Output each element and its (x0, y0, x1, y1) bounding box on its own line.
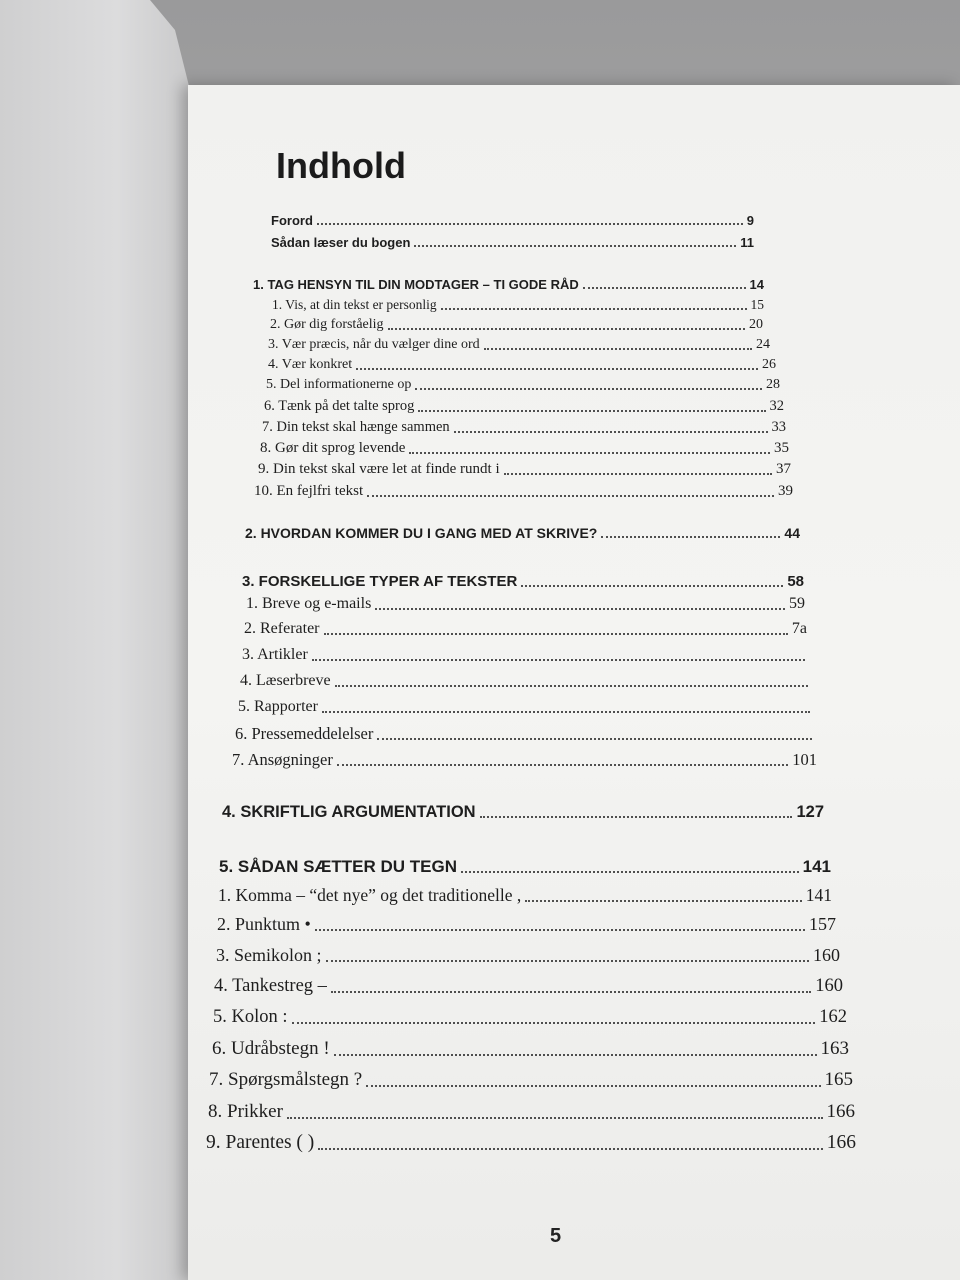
facing-page (0, 0, 195, 1280)
toc-entry-label: 3. Artikler (242, 646, 308, 663)
toc-entry (212, 1038, 849, 1060)
dot-leader (414, 238, 736, 248)
dot-leader (356, 360, 758, 370)
toc-entry-page: 101 (792, 750, 817, 769)
dot-leader (312, 649, 805, 661)
toc-entry-label: 4. Vær konkret (268, 357, 353, 372)
toc-entry-label: 7. Din tekst skal hænge sammen (262, 419, 450, 435)
toc-entry-label: 3. Vær præcis, når du vælger dine ord (268, 337, 480, 352)
toc-entry-page: 33 (771, 419, 786, 435)
toc-entry (272, 297, 764, 313)
toc-heading-entry (253, 277, 764, 292)
toc-entry-page: 157 (809, 914, 836, 934)
toc-entry-page: 20 (749, 317, 763, 332)
toc-heading-entry (219, 857, 831, 877)
toc-entry-label: 6. Pressemeddelelser (235, 724, 374, 743)
dot-leader (583, 280, 746, 290)
toc-entry-page: 15 (750, 297, 764, 312)
toc-entry-page: 59 (789, 595, 805, 612)
dot-leader (367, 486, 774, 497)
toc-entry-label: Forord (271, 213, 313, 228)
toc-entry-page: 166 (826, 1132, 856, 1153)
toc-heading-entry (245, 525, 800, 541)
toc-entry (213, 1007, 847, 1028)
toc-entry-label: 9. Parentes ( ) (206, 1132, 315, 1153)
toc-entry-page: 26 (762, 357, 776, 372)
toc-entry-label: 9. Din tekst skal være let at finde rundt i (258, 461, 500, 477)
dot-leader (525, 889, 802, 902)
dot-leader (318, 1136, 822, 1150)
dot-leader (454, 422, 768, 433)
toc-entry (206, 1132, 856, 1154)
toc-entry-label: 7. Spørgsmålstegn ? (209, 1069, 363, 1090)
toc-entry-label: 1. Vis, at din tekst er personlig (272, 297, 437, 312)
toc-entry-label: 2. Punktum • (217, 914, 311, 934)
toc-entry (268, 357, 776, 373)
toc-entry (218, 885, 832, 906)
dot-leader (415, 380, 762, 390)
toc-entry (209, 1069, 853, 1091)
toc-entry-label: 1. Komma – “det nye” og det traditionelle , (218, 885, 522, 905)
toc-heading-entry (271, 235, 754, 250)
dot-leader (337, 754, 788, 766)
toc-entry-label: 3. FORSKELLIGE TYPER AF TEKSTER (242, 573, 518, 590)
toc-entry-label: 1. TAG HENSYN TIL DIN MODTAGER – TI GODE RÅD (253, 277, 579, 292)
dot-leader (292, 1011, 816, 1024)
toc-entry-page: 127 (796, 803, 824, 821)
dot-leader (326, 949, 809, 962)
toc-entry-page: 141 (805, 885, 832, 905)
page-number: 5 (550, 1225, 562, 1247)
dot-leader (441, 300, 747, 310)
toc-entry (258, 461, 791, 478)
dot-leader (366, 1073, 820, 1086)
toc-entry-label: 5. Rapporter (238, 698, 318, 715)
toc-entry-page: 9 (746, 213, 754, 228)
toc-entry-label: 8. Gør dit sprog levende (260, 440, 406, 456)
toc-entry-page: 7a (791, 620, 807, 637)
toc-entry-page: 141 (802, 857, 831, 876)
toc-entry-label: 4. Læserbreve (240, 672, 331, 689)
toc-entry (216, 945, 840, 966)
page-content (188, 85, 960, 1280)
toc-entry (264, 398, 784, 415)
toc-entry-label: 3. Semikolon ; (216, 945, 322, 965)
toc-entry-page: 162 (819, 1007, 847, 1027)
toc-entry (270, 317, 763, 333)
dot-leader (461, 861, 799, 873)
toc-entry-page: 160 (815, 976, 843, 996)
dot-leader (331, 980, 811, 993)
toc-entry-page: 14 (749, 277, 764, 292)
toc-heading-entry (271, 213, 754, 228)
toc-entry-page: 166 (826, 1101, 855, 1122)
toc-entry-label: 4. Tankestreg – (214, 976, 327, 996)
toc-entry-label: 4. SKRIFTLIG ARGUMENTATION (222, 803, 476, 821)
dot-leader (375, 598, 785, 610)
dot-leader (287, 1105, 823, 1118)
toc-entry (232, 750, 817, 770)
toc-entry-label: 2. Gør dig forståelig (270, 317, 384, 332)
toc-entry (260, 440, 789, 457)
dot-leader (377, 728, 812, 740)
toc-entry (268, 337, 770, 353)
toc-entry-page: 37 (776, 461, 791, 477)
toc-entry-label: 10. En fejlfri tekst (254, 483, 364, 499)
toc-entry-page: 32 (769, 398, 784, 414)
dot-leader (315, 918, 805, 931)
toc-entry-label: 6. Udråbstegn ! (212, 1038, 330, 1059)
toc-entry (238, 698, 814, 716)
toc-entry-label: 7. Ansøgninger (232, 750, 333, 769)
dot-leader (418, 401, 765, 412)
toc-entry-page: 24 (756, 337, 770, 352)
dot-leader (324, 623, 788, 635)
dot-leader (317, 216, 743, 226)
toc-entry (266, 377, 780, 393)
toc-entry-label: 2. Referater (244, 620, 320, 637)
dot-leader (388, 320, 745, 330)
toc-entry-label: 5. Kolon : (213, 1007, 288, 1027)
toc-entry-page: 44 (784, 525, 800, 541)
toc-entry-label: 1. Breve og e-mails (246, 595, 372, 612)
toc-entry (244, 620, 807, 638)
toc-entry-page: 11 (740, 235, 754, 250)
dot-leader (335, 675, 808, 687)
dot-leader (480, 807, 793, 819)
toc-entry-label: 2. HVORDAN KOMMER DU I GANG MED AT SKRIVE? (245, 525, 598, 541)
page-title: Indhold (276, 145, 406, 186)
dot-leader (484, 340, 752, 350)
toc-entry-page: 35 (774, 440, 789, 456)
toc-entry (235, 724, 816, 744)
dot-leader (521, 576, 783, 587)
toc-entry (262, 419, 786, 436)
toc-entry-page: 28 (766, 377, 780, 392)
toc-entry-page: 165 (824, 1069, 853, 1090)
toc-entry (242, 646, 809, 664)
toc-entry-label: 8. Prikker (208, 1101, 283, 1122)
toc-heading-entry (222, 803, 824, 822)
book-page (188, 85, 960, 1280)
toc-entry-label: Sådan læser du bogen (271, 235, 411, 250)
toc-entry (246, 595, 805, 613)
dot-leader (504, 464, 772, 475)
toc-entry-page: 163 (820, 1038, 849, 1059)
toc-entry-label: 6. Tænk på det talte sprog (264, 398, 415, 414)
dot-leader (334, 1042, 817, 1055)
toc-entry-page: 58 (787, 573, 804, 590)
toc-entry-label: 5. Del informationerne op (266, 377, 412, 392)
toc-entry (254, 483, 793, 500)
dot-leader (409, 443, 770, 454)
toc-entry (217, 914, 836, 935)
dot-leader (601, 528, 780, 538)
toc-entry-page: 160 (813, 945, 840, 965)
dot-leader (322, 701, 810, 713)
toc-entry (240, 672, 812, 690)
toc-heading-entry (242, 573, 804, 590)
toc-entry (214, 976, 843, 997)
toc-entry-label: 5. SÅDAN SÆTTER DU TEGN (219, 857, 458, 876)
toc-entry (208, 1101, 855, 1123)
toc-entry-page: 39 (778, 483, 793, 499)
